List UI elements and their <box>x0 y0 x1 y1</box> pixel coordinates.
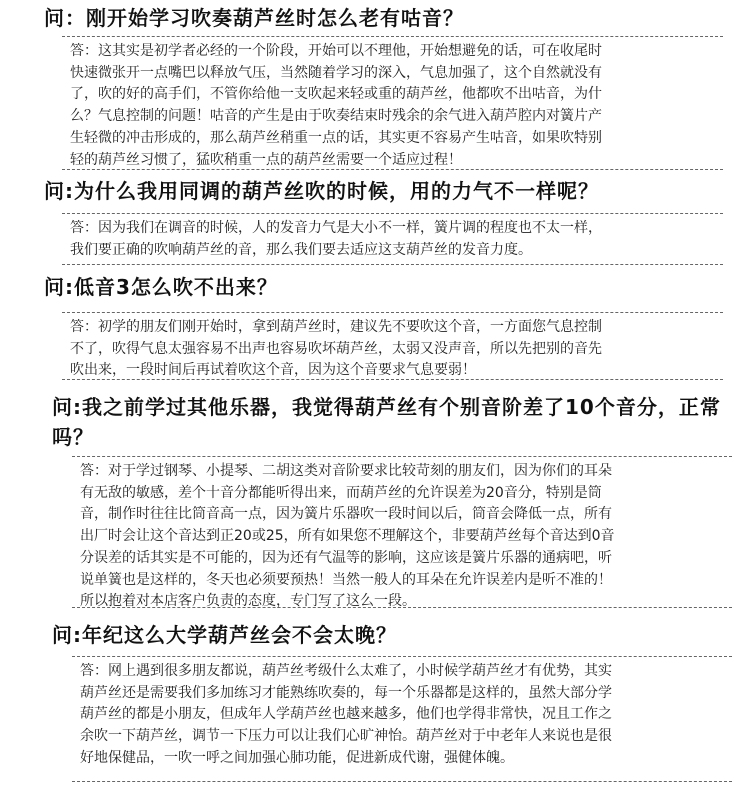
answer-5-line: 葫芦丝还是需要我们多加练习才能熟练吹奏的，每一个乐器都是这样的，虽然大部分学 <box>80 684 612 701</box>
answer-3 <box>62 312 723 380</box>
question-4: 问:我之前学过其他乐器，我觉得葫芦丝有个别音阶差了10个音分，正常吗？ <box>52 395 721 449</box>
answer-4-line: 分误差的话其实是不可能的，因为还有气温等的影响，这应该是簧片乐器的通病吧，听 <box>80 549 612 566</box>
question-5: 问:年纪这么大学葫芦丝会不会太晚？ <box>52 623 397 647</box>
answer-3-line: 答：初学的朋友们刚开始时，拿到葫芦丝时，建议先不要吹这个音，一方面您气息控制 <box>70 319 602 335</box>
question-3: 问:低音3怎么吹不出来？ <box>44 275 278 299</box>
answer-1-line: 答：这其实是初学者必经的一个阶段，开始可以不理他，开始想避免的话，可在收尾时 <box>70 43 602 59</box>
answer-3-line: 不了，吹得气息太强容易不出声也容易吹坏葫芦丝，太弱又没声音，所以先把别的音先 <box>70 340 602 357</box>
answer-4 <box>72 456 732 608</box>
answer-3-line: 吹出来，一段时间后再试着吹这个音，因为这个音要求气息要弱！ <box>70 362 476 379</box>
answer-2 <box>62 213 723 265</box>
answer-5-line: 答：网上遇到很多朋友都说，葫芦丝考级什么太难了，小时候学葫芦丝才有优势，其实 <box>80 663 612 679</box>
question-1: 问：刚开始学习吹奏葫芦丝时怎么老有咕音？ <box>44 6 464 30</box>
answer-1-line: 快速微张开一点嘴巴以释放气压，当然随着学习的深入，气息加强了，这个自然就没有 <box>70 64 602 81</box>
answer-4-line: 答：对于学过钢琴、小提琴、二胡这类对音阶要求比较苛刻的朋友们，因为你们的耳朵 <box>80 463 612 479</box>
answer-1-line: 生轻微的冲击形成的，那么葫芦丝稍重一点的话，其实更不容易产生咕音，如果吹特别 <box>70 129 602 146</box>
answer-5-line: 余吹一下葫芦丝，调节一下压力可以让我们心旷神怡。葫芦丝对于中老年人来说也是很 <box>80 728 612 745</box>
answer-1-line: 轻的葫芦丝习惯了，猛吹稍重一点的葫芦丝需要一个适应过程！ <box>70 151 462 168</box>
answer-1 <box>62 36 723 170</box>
question-2: 问:为什么我用同调的葫芦丝吹的时候，用的力气不一样呢？ <box>44 179 599 203</box>
answer-4-line: 音，制作时往往比筒音高一点，因为簧片乐器吹一段时间以后，筒音会降低一点，所有 <box>80 506 612 523</box>
answer-5 <box>72 656 732 782</box>
answer-4-line: 出厂时会让这个音达到正20或25，所有如果您不理解这个，非要葫芦丝每个音达到0音 <box>80 528 615 545</box>
answer-1-line: 了，吹的好的高手们，不管你给他一支吹起来轻或重的葫芦丝，他都吹不出咕音，为什 <box>70 86 602 103</box>
answer-4-line: 所以抱着对本店客户负责的态度，专门写了这么一段。 <box>80 593 416 610</box>
answer-2-line: 我们要正确的吹响葫芦丝的音，那么我们要去适应这支葫芦丝的发音力度。 <box>70 241 532 258</box>
answer-2-line: 答：因为我们在调音的时候，人的发音力气是大小不一样，簧片调的程度也不太一样， <box>70 220 602 236</box>
answer-5-line: 葫芦丝的都是小朋友，但成年人学葫芦丝也越来越多，他们也学得非常快，况且工作之 <box>80 706 612 723</box>
answer-4-line: 有无敌的敏感，差个十音分都能听得出来，而葫芦丝的允许误差为20音分，特别是筒 <box>80 484 602 501</box>
answer-5-line: 好地保健品，一吹一呼之间加强心肺功能，促进新成代谢，强健体魄。 <box>80 749 514 766</box>
answer-1-line: 么？气息控制的问题！咕音的产生是由于吹奏结束时残余的余气进入葫芦腔内对簧片产 <box>70 108 602 125</box>
answer-4-line: 说单簧也是这样的，冬天也必须要预热！当然一般人的耳朵在允许误差内是听不准的！ <box>80 571 612 588</box>
